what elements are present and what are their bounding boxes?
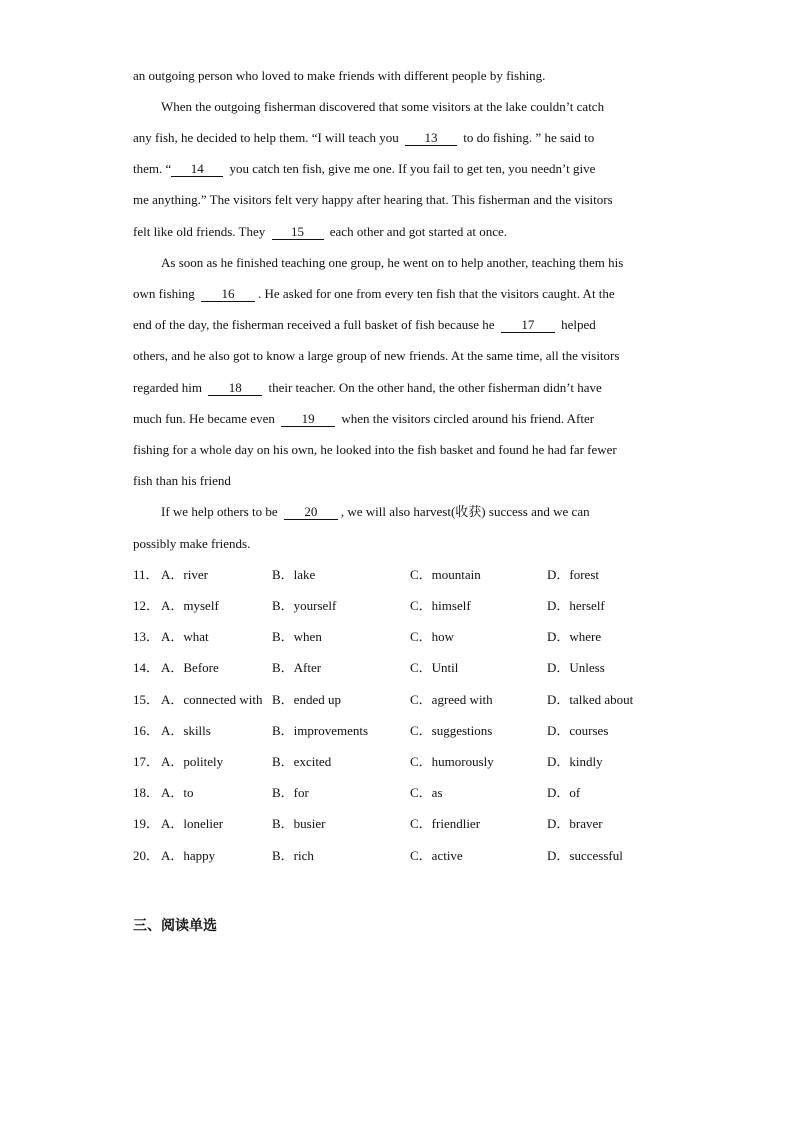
blank-14: 14 [171,162,223,177]
option-b: B．ended up [272,692,341,707]
blank-13: 13 [405,131,457,146]
passage-line: regarded him 18 their teacher. On the other hand, the other fisherman didn’t have [133,380,602,395]
option-c: C．as [410,785,443,800]
section-title: 三、阅读单选 [133,918,217,934]
question-number: 14． [133,660,160,675]
option-c: C．Until [410,660,459,675]
option-d: D．courses [547,723,609,738]
blank-17: 17 [501,318,555,333]
option-a: A．Before [161,660,219,675]
blank-20: 20 [284,505,338,520]
option-d: D．successful [547,848,623,863]
passage-line: end of the day, the fisherman received a full basket of fish because he 17 helped [133,317,596,332]
passage-line: When the outgoing fisherman discovered that some visitors at the lake couldn’t catch [161,99,605,114]
question-number: 20． [133,848,160,863]
option-d: D．herself [547,598,605,613]
passage-line: others, and he also got to know a large group of new friends. At the same time, all the visitors [133,348,620,363]
option-c: C．how [410,629,455,644]
option-a: A．connected with [161,692,263,707]
passage-line: As soon as he finished teaching one group, he went on to help another, teaching them his [161,255,624,270]
option-b: B．busier [272,816,326,831]
option-c: C．agreed with [410,692,493,707]
question-number: 11． [133,567,159,582]
question-number: 16． [133,723,160,738]
option-c: C．friendlier [410,816,481,831]
question-number: 17． [133,754,160,769]
option-c: C．mountain [410,567,481,582]
option-c: C．suggestions [410,723,493,738]
passage-line: much fun. He became even 19 when the visitors circled around his friend. After [133,411,595,426]
option-b: B．yourself [272,598,337,613]
option-b: B．improvements [272,723,369,738]
passage-line: fish than his friend [133,473,231,488]
passage-line: an outgoing person who loved to make friends with different people by fishing. [133,68,546,83]
question-number: 19． [133,816,160,831]
option-a: A．to [161,785,194,800]
option-a: A．happy [161,848,216,863]
blank-18: 18 [208,381,262,396]
option-b: B．lake [272,567,316,582]
option-b: B．After [272,660,322,675]
passage-line: fishing for a whole day on his own, he looked into the fish basket and found he had far fewer [133,442,617,457]
option-c: C．humorously [410,754,494,769]
option-a: A．what [161,629,209,644]
passage-line: If we help others to be 20 , we will also harvest(收获) success and we can [161,504,590,519]
option-a: A．river [161,567,208,582]
option-b: B．excited [272,754,332,769]
passage-line: felt like old friends. They 15 each other and got started at once. [133,224,507,239]
option-d: D．forest [547,567,599,582]
blank-16: 16 [201,287,255,302]
option-c: C．himself [410,598,471,613]
option-d: D．of [547,785,581,800]
option-d: D．where [547,629,602,644]
passage-line: possibly make friends. [133,536,251,551]
question-number: 18． [133,785,160,800]
option-a: A．skills [161,723,211,738]
question-number: 12． [133,598,160,613]
option-a: A．lonelier [161,816,224,831]
option-d: D．talked about [547,692,634,707]
option-d: D．Unless [547,660,605,675]
question-number: 13． [133,629,160,644]
option-d: D．kindly [547,754,603,769]
option-a: A．politely [161,754,224,769]
option-b: B．rich [272,848,314,863]
option-c: C．active [410,848,463,863]
option-b: B．for [272,785,309,800]
passage-line: any fish, he decided to help them. “I will teach you 13 to do fishing. ” he said to [133,130,595,145]
option-a: A．myself [161,598,219,613]
passage-line: own fishing 16 . He asked for one from every ten fish that the visitors caught. At the [133,286,615,301]
passage-line: me anything.” The visitors felt very happy after hearing that. This fisherman and the visitors [133,192,613,207]
blank-19: 19 [281,412,335,427]
blank-15: 15 [272,225,324,240]
option-b: B．when [272,629,322,644]
option-d: D．braver [547,816,603,831]
question-number: 15． [133,692,160,707]
passage-line: them. “ 14 you catch ten fish, give me one. If you fail to get ten, you needn’t give [133,161,596,176]
